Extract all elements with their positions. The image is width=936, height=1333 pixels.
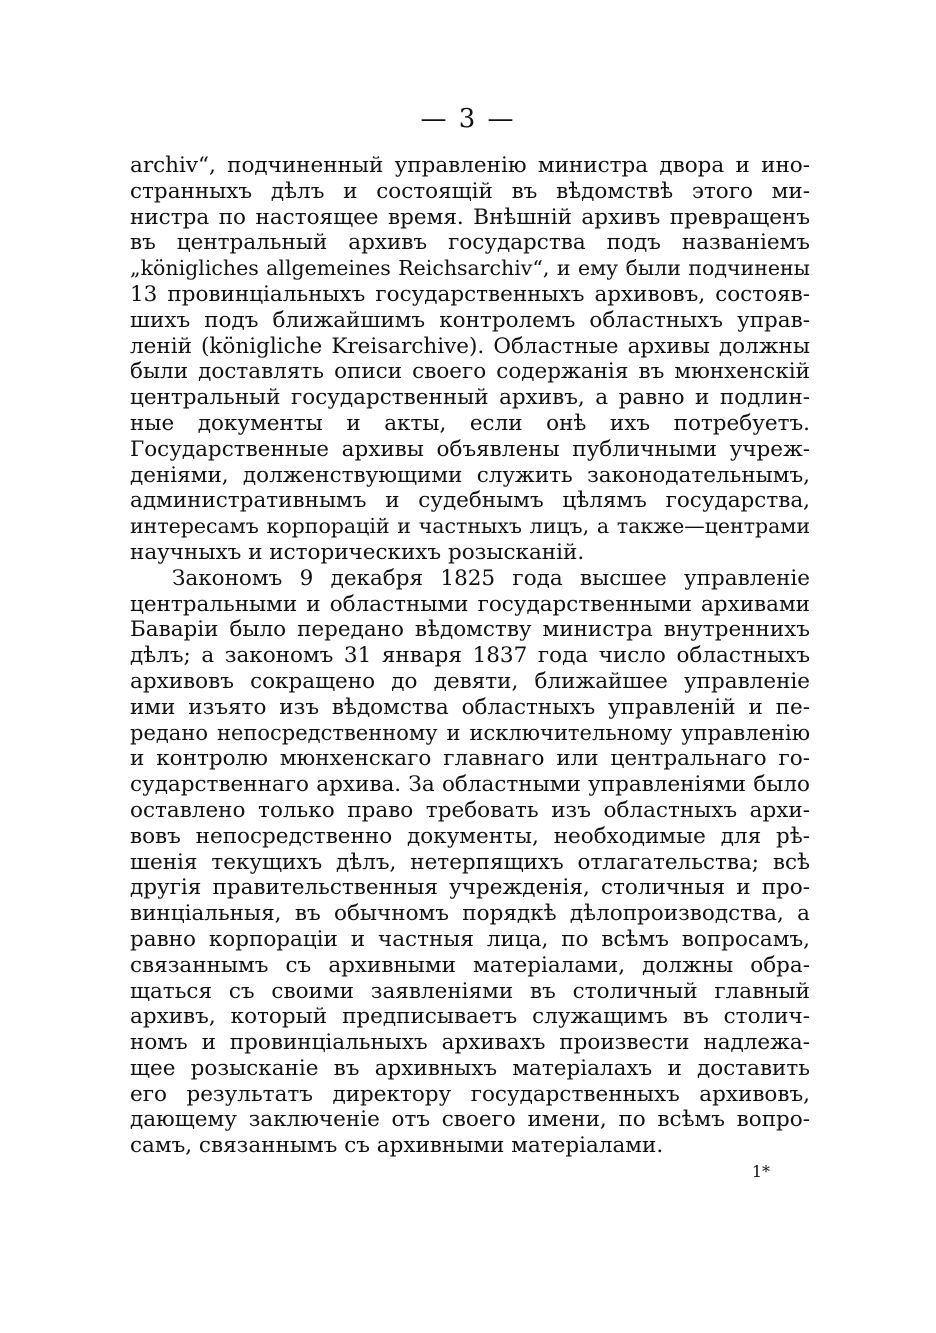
paragraph-2	[130, 566, 810, 1159]
text-line: другія правительственныя учрежденія, столичныя и про-	[130, 875, 810, 901]
text-line: были доставлять описи своего содержанія въ мюнхенскій	[130, 359, 810, 385]
text-line: дающему заключеніе отъ своего имени, по всѣмъ вопро-	[130, 1107, 810, 1133]
text-line: вовъ непосредственно документы, необходимые для рѣ-	[130, 823, 810, 849]
text-line: въ центральный архивъ государства подъ названіемъ	[130, 230, 810, 256]
text-line: интересамъ корпорацій и частныхъ лицъ, а также—центрами	[130, 514, 810, 539]
text-line: щаться съ своими заявленіями въ столичный главный	[130, 978, 810, 1004]
text-line: леній (königliche Kreisarchive). Областные архивы должны	[130, 333, 810, 359]
text-line: ные документы и акты, если онѣ ихъ потребуетъ.	[130, 410, 810, 436]
text-line: ими изъято изъ вѣдомства областныхъ управленій и пе-	[130, 694, 810, 720]
text-line: странныхъ дѣлъ и состоящій въ вѣдомствѣ этого ми-	[130, 178, 810, 204]
text-line: нистра по настоящее время. Внѣшній архивъ превращенъ	[130, 204, 810, 230]
text-line: научныхъ и историческихъ розысканій.	[130, 539, 585, 565]
body-text	[130, 153, 810, 1159]
printer-signature-mark: 1*	[751, 1162, 770, 1181]
text-line: 13 провинціальныхъ государственныхъ архивовъ, состояв-	[130, 281, 810, 307]
text-line: „königliches allgemeines Reichsarchiv“, и ему были подчинены	[130, 256, 810, 281]
text-line: деніями, долженствующими служить законодательнымъ,	[130, 462, 810, 488]
text-line: связаннымъ съ архивными матеріалами, должны обра-	[130, 952, 810, 978]
text-line: сударственнаго архива. За областными управленіями было	[130, 772, 810, 798]
text-line: центральный государственный архивъ, а равно и подлин-	[130, 385, 810, 411]
text-line: шенія текущихъ дѣлъ, нетерпящихъ отлагательства; всѣ	[130, 849, 810, 875]
text-line: архивовъ сокращено до девяти, ближайшее управленіе	[130, 668, 810, 694]
text-line: центральными и областными государственными архивами	[130, 591, 810, 617]
text-line: щее розысканіе въ архивныхъ матеріалахъ и доставить	[130, 1055, 810, 1081]
text-line: архивъ, который предписываетъ служащимъ въ столич-	[130, 1004, 810, 1030]
text-line: Баваріи было передано вѣдомству министра внутреннихъ	[130, 617, 810, 643]
text-line: административнымъ и судебнымъ цѣлямъ государства,	[130, 488, 810, 514]
text-line: шихъ подъ ближайшимъ контролемъ областныхъ управ-	[130, 307, 810, 333]
text-line: оставлено только право требовать изъ областныхъ архи-	[130, 797, 810, 823]
page-number: — 3 —	[420, 104, 516, 134]
text-line: номъ и провинціальныхъ архивахъ произвести надлежа-	[130, 1030, 810, 1056]
text-line: дѣлъ; а закономъ 31 января 1837 года число областныхъ	[130, 643, 810, 669]
text-line: Государственные архивы объявлены публичными учреж-	[130, 436, 810, 462]
text-line: Закономъ 9 декабря 1825 года высшее управленіе	[172, 565, 810, 591]
text-line: винціальныя, въ обычномъ порядкѣ дѣлопроизводства, а	[130, 901, 810, 927]
text-line: archiv“, подчиненный управленію министра двора и ино-	[130, 153, 810, 178]
text-line: редано непосредственному и исключительному управленію	[130, 720, 810, 745]
text-line: самъ, связаннымъ съ архивными матеріалами.	[130, 1133, 664, 1159]
paragraph-1	[130, 153, 810, 566]
text-line: его результатъ директору государственныхъ архивовъ,	[130, 1081, 810, 1107]
text-line: и контролю мюнхенскаго главнаго или центральнаго го-	[130, 746, 810, 772]
text-line: равно корпораціи и частныя лица, по всѣмъ вопросамъ,	[130, 926, 810, 952]
